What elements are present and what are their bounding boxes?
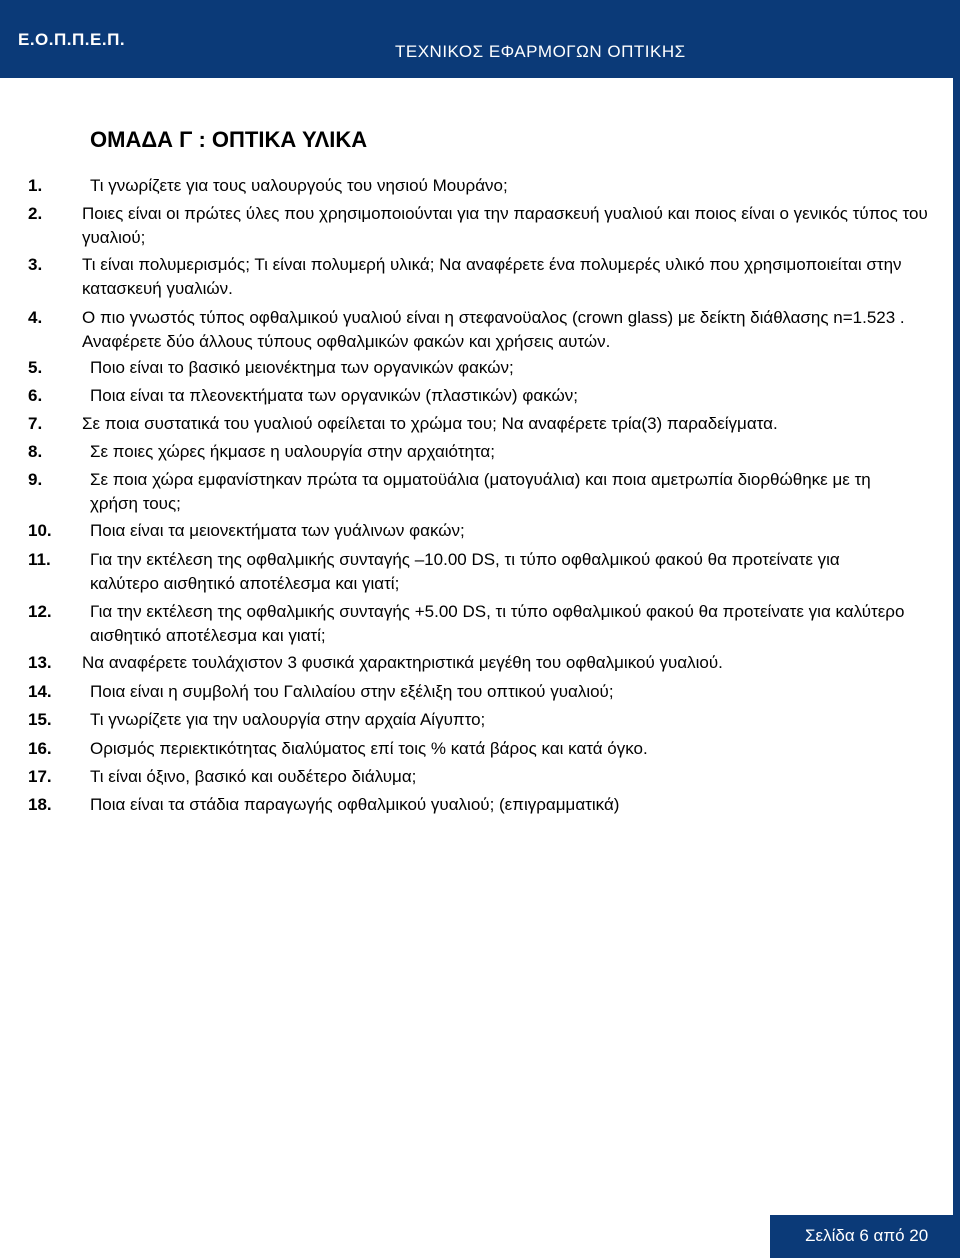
question-text: Ποια είναι τα στάδια παραγωγής οφθαλμικού γυαλιού; (επιγραμματικά)	[90, 795, 620, 814]
question-number: 12.	[28, 602, 52, 621]
question-number: 16.	[28, 739, 52, 758]
question-number: 6.	[28, 386, 43, 405]
question-text: Τι είναι όξινο, βασικό και ουδέτερο διάλυμα;	[90, 767, 417, 786]
question-text: Ορισμός περιεκτικότητας διαλύματος επί τοις % κατά βάρος και κατά όγκο.	[90, 739, 648, 758]
question-number: 11.	[28, 550, 51, 569]
question-number: 18.	[28, 795, 52, 814]
question-text: Για την εκτέλεση της οφθαλμικής συνταγής –10.00 DS, τι τύπο οφθαλμικού φακού θα προτείνατε για καλύτερο αισθητικό αποτέλεσμα και γιατί;	[90, 550, 840, 593]
question-number: 17.	[28, 767, 52, 786]
header-bar	[0, 0, 960, 78]
question-text: Τι γνωρίζετε για τους υαλουργούς του νησιού Μουράνο;	[90, 176, 508, 195]
question-number: 7.	[28, 414, 43, 433]
question-number: 9.	[28, 470, 43, 489]
question-number: 10.	[28, 521, 52, 540]
question-number: 15.	[28, 710, 52, 729]
question-text: Για την εκτέλεση της οφθαλμικής συνταγής +5.00 DS, τι τύπο οφθαλμικού φακού θα προτείνατε για καλύτερο αισθητικό αποτέλεσμα και γιατί;	[90, 602, 905, 645]
question-text: Ποιο είναι το βασικό μειονέκτημα των οργανικών φακών;	[90, 358, 514, 377]
question-number: 13.	[28, 653, 52, 672]
question-number: 2.	[28, 204, 43, 223]
page-number: Σελίδα 6 από 20	[805, 1226, 929, 1245]
question-text: Σε ποια συστατικά του γυαλιού οφείλεται το χρώμα του; Να αναφέρετε τρία(3) παραδείγματα.	[82, 414, 778, 433]
question-text: Ποια είναι η συμβολή του Γαλιλαίου στην εξέλιξη του οπτικού γυαλιού;	[90, 682, 614, 701]
question-text: Ποια είναι τα μειονεκτήματα των γυάλινων φακών;	[90, 521, 465, 540]
question-number: 5.	[28, 358, 43, 377]
header-org: Ε.Ο.Π.Π.Ε.Π.	[18, 30, 126, 49]
question-text: Σε ποιες χώρες ήκμασε η υαλουργία στην αρχαιότητα;	[90, 442, 495, 461]
question-number: 14.	[28, 682, 52, 701]
question-number: 1.	[28, 176, 43, 195]
question-number: 3.	[28, 255, 43, 274]
question-text: Ποιες είναι οι πρώτες ύλες που χρησιμοποιούνται για την παρασκευή γυαλιού και ποιος είναι ο γενικός τύπος του γυαλιού;	[82, 204, 928, 247]
question-text: Σε ποια χώρα εμφανίστηκαν πρώτα τα ομματοϋάλια (ματογυάλια) και ποια αμετρωπία διορθώθηκε με τη χρήση τους;	[90, 470, 871, 513]
question-text: Ποια είναι τα πλεονεκτήματα των οργανικών (πλαστικών) φακών;	[90, 386, 578, 405]
header-title: ΤΕΧΝΙΚΟΣ ΕΦΑΡΜΟΓΩΝ ΟΠΤΙΚΗΣ	[395, 42, 686, 61]
question-text: Ο πιο γνωστός τύπος οφθαλμικού γυαλιού είναι η στεφανοϋαλος (crown glass) με δείκτη διάθλασης n=1.523 . Αναφέρετε δύο άλλους τύπους οφθαλμικών φακών και χρήσεις αυτών.	[82, 308, 905, 351]
question-number: 4.	[28, 308, 43, 327]
question-text: Τι γνωρίζετε για την υαλουργία στην αρχαία Αίγυπτο;	[90, 710, 486, 729]
question-text: Να αναφέρετε τουλάχιστον 3 φυσικά χαρακτηριστικά μεγέθη του οφθαλμικού γυαλιού.	[82, 653, 723, 672]
question-number: 8.	[28, 442, 43, 461]
section-title: ΟΜΑΔΑ Γ : ΟΠΤΙΚΑ ΥΛΙΚΑ	[90, 127, 368, 152]
side-rule	[953, 0, 960, 1258]
question-text: Τι είναι πολυμερισμός; Τι είναι πολυμερή υλικά; Να αναφέρετε ένα πολυμερές υλικό που χρησιμοποιείται στην κατασκευή γυαλιών.	[82, 255, 902, 298]
